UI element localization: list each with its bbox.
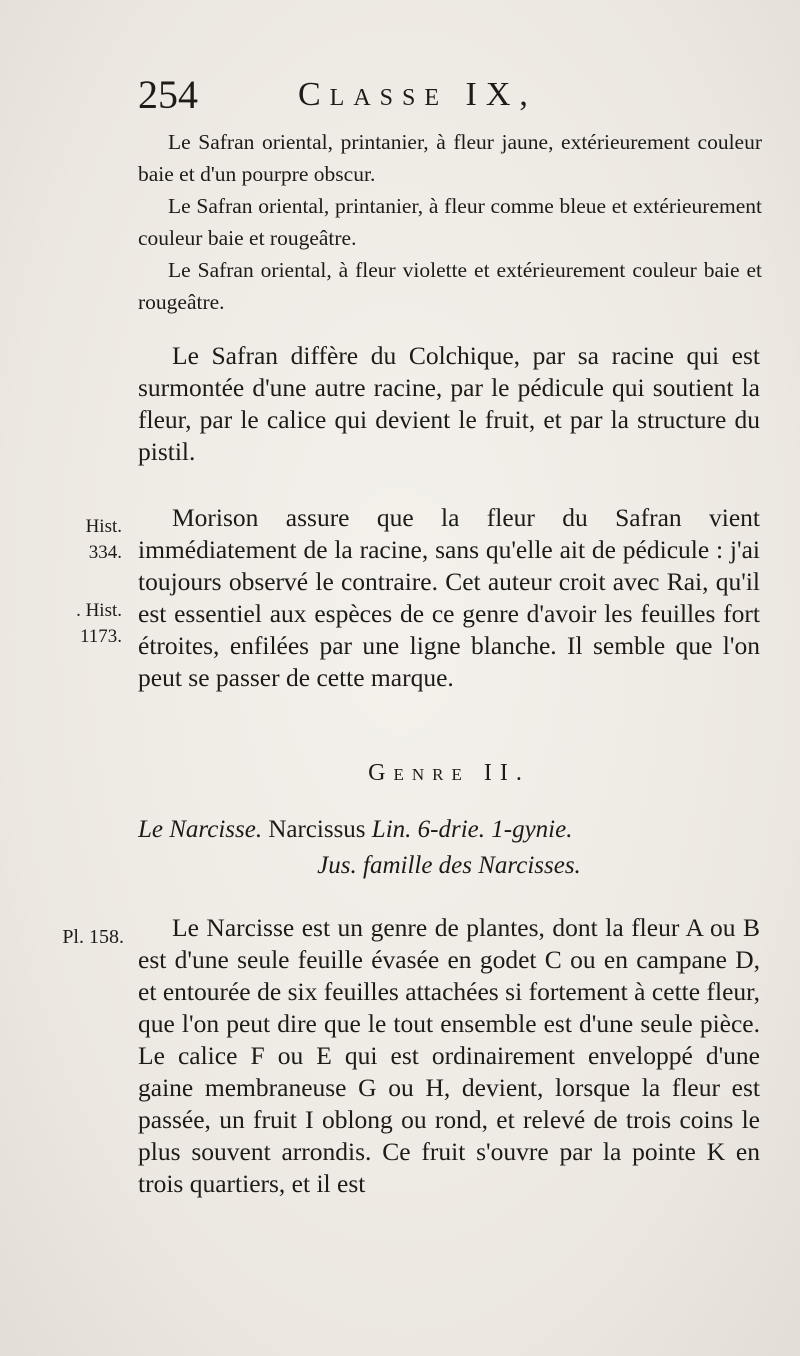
- order-ref: 1-gynie.: [491, 816, 573, 843]
- running-title: Classe IX,: [298, 76, 537, 113]
- variety-3: Le Safran oriental, à fleur violette et extérieurement couleur baie et rougeâtre.: [138, 258, 762, 314]
- margin-note-plate-158: Pl. 158.: [62, 926, 124, 948]
- variety-1: Le Safran oriental, printanier, à fleur jaune, extérieurement couleur baie et d'un pourpre obscur.: [138, 130, 762, 186]
- paragraph-difference: Le Safran diffère du Colchique, par sa racine qui est surmontée d'une autre racine, par le pédicule qui soutient la fleur, par le calice qui devient le fruit, et par la structure du pistil.: [138, 341, 760, 466]
- linnaeus-ref: Lin.: [371, 816, 412, 843]
- class-ref: 6-drie.: [417, 816, 486, 843]
- margin-note-hist-1173: . Hist. 1173.: [76, 600, 122, 647]
- jussieu-ref: Jus.: [317, 852, 357, 879]
- genus-family-line: [138, 850, 760, 882]
- genre-heading: Genre II.: [368, 760, 530, 786]
- page-header: [138, 70, 638, 120]
- genus-name-fr: Le Narcisse.: [138, 816, 263, 843]
- page-number: 254: [138, 72, 198, 117]
- paragraph-morison: Morison assure que la fleur du Safran vient immédiatement de la racine, sans qu'elle ait de pédicule : j'ai toujours observé le contraire. Cet auteur croit avec Rai, qu'il est essentiel aux espèces de ce genre d'avoir les feuilles fort étroites, enfilées par une ligne blanche. Il semble que l'on peut se passer de cette marque.: [138, 503, 760, 692]
- genus-name-latin: Narcissus: [268, 816, 366, 843]
- margin-note-hist-334: Hist. 334.: [85, 516, 122, 563]
- variety-2: Le Safran oriental, printanier, à fleur comme bleue et extérieurement couleur baie et rougeâtre.: [138, 194, 762, 250]
- genus-family: famille des Narcisses.: [363, 852, 581, 879]
- paragraph-narcisse: Le Narcisse est un genre de plantes, dont la fleur A ou B est d'une seule feuille évasée en godet C ou en campane D, et entourée de six feuilles attachées si fortement à cette fleur, que l'on peut dire que le tout ensemble est d'une seule pièce. Le calice F ou E qui est ordinairement enveloppé d'une gaine membraneuse G ou H, devient, lorsque la fleur est passée, un fruit I oblong ou rond, et relevé de trois coins le plus souvent arrondis. Ce fruit s'ouvre par la pointe K en trois quartiers, et il est: [138, 913, 760, 1198]
- genus-title: [138, 814, 760, 846]
